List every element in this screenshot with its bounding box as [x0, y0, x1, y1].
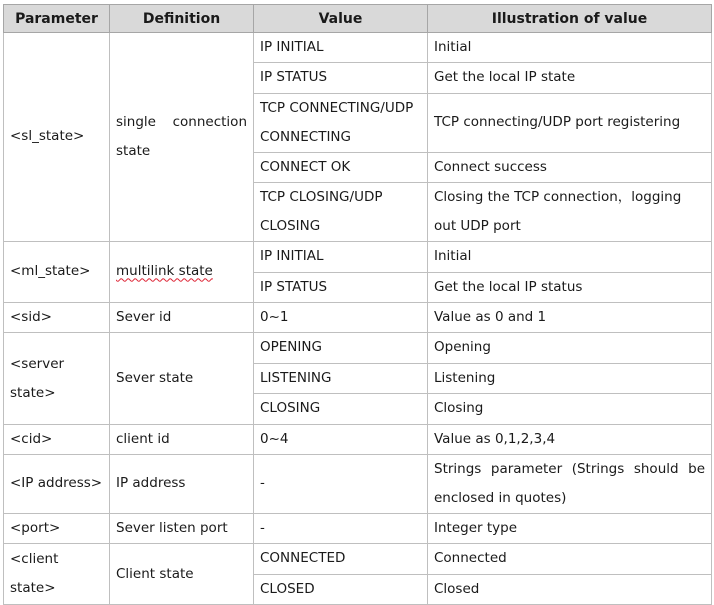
illustration-cell: Closing — [428, 394, 712, 424]
illustration-cell: Strings parameter (Strings should be enclosed in quotes) — [428, 455, 712, 514]
illustration-cell: Value as 0,1,2,3,4 — [428, 424, 712, 454]
value-cell: 0~4 — [254, 424, 428, 454]
def-cid: client id — [110, 424, 254, 454]
param-cid: <cid> — [4, 424, 110, 454]
value-cell: - — [254, 455, 428, 514]
value-cell: CONNECTED — [254, 544, 428, 574]
value-cell: CLOSING — [254, 394, 428, 424]
table-row — [4, 544, 712, 574]
header-parameter: Parameter — [4, 5, 110, 33]
value-cell: CONNECT OK — [254, 152, 428, 182]
illustration-cell: TCP connecting/UDP port registering — [428, 93, 712, 152]
value-cell: TCP CONNECTING/UDP CONNECTING — [254, 93, 428, 152]
illustration-cell: Connect success — [428, 152, 712, 182]
param-ip-address: <IP address> — [4, 455, 110, 514]
table-row — [4, 514, 712, 544]
value-cell: CLOSED — [254, 574, 428, 604]
illustration-cell: Connected — [428, 544, 712, 574]
def-sid: Sever id — [110, 303, 254, 333]
def-ml-state-text: multilink state — [116, 263, 213, 280]
def-ip-address: IP address — [110, 455, 254, 514]
illustration-cell: Integer type — [428, 514, 712, 544]
illustration-cell: Closing the TCP connection，logging out UDP port — [428, 183, 712, 242]
param-server-state: <server state> — [4, 333, 110, 424]
param-port: <port> — [4, 514, 110, 544]
table-row — [4, 33, 712, 63]
illustration-cell: Initial — [428, 242, 712, 272]
def-port: Sever listen port — [110, 514, 254, 544]
header-illustration: Illustration of value — [428, 5, 712, 33]
header-row — [4, 5, 712, 33]
param-sid: <sid> — [4, 303, 110, 333]
value-cell: - — [254, 514, 428, 544]
table-row — [4, 333, 712, 363]
illustration-cell: Closed — [428, 574, 712, 604]
param-ml-state: <ml_state> — [4, 242, 110, 303]
value-cell: LISTENING — [254, 363, 428, 393]
value-cell: TCP CLOSING/UDP CLOSING — [254, 183, 428, 242]
value-cell: IP INITIAL — [254, 242, 428, 272]
value-cell: IP STATUS — [254, 272, 428, 302]
def-sl-state: single connection state — [110, 33, 254, 242]
value-cell: 0~1 — [254, 303, 428, 333]
table-row — [4, 303, 712, 333]
value-cell: OPENING — [254, 333, 428, 363]
illustration-cell: Get the local IP status — [428, 272, 712, 302]
table-row — [4, 424, 712, 454]
value-cell: IP STATUS — [254, 63, 428, 93]
def-server-state: Sever state — [110, 333, 254, 424]
table-row — [4, 242, 712, 272]
def-client-state: Client state — [110, 544, 254, 605]
header-value: Value — [254, 5, 428, 33]
parameter-table — [3, 4, 712, 605]
illustration-cell: Get the local IP state — [428, 63, 712, 93]
illustration-cell: Listening — [428, 363, 712, 393]
param-sl-state: <sl_state> — [4, 33, 110, 242]
illustration-cell: Initial — [428, 33, 712, 63]
illustration-cell: Opening — [428, 333, 712, 363]
value-cell: IP INITIAL — [254, 33, 428, 63]
illustration-cell: Value as 0 and 1 — [428, 303, 712, 333]
def-ml-state — [110, 242, 254, 303]
header-definition: Definition — [110, 5, 254, 33]
param-client-state: <client state> — [4, 544, 110, 605]
